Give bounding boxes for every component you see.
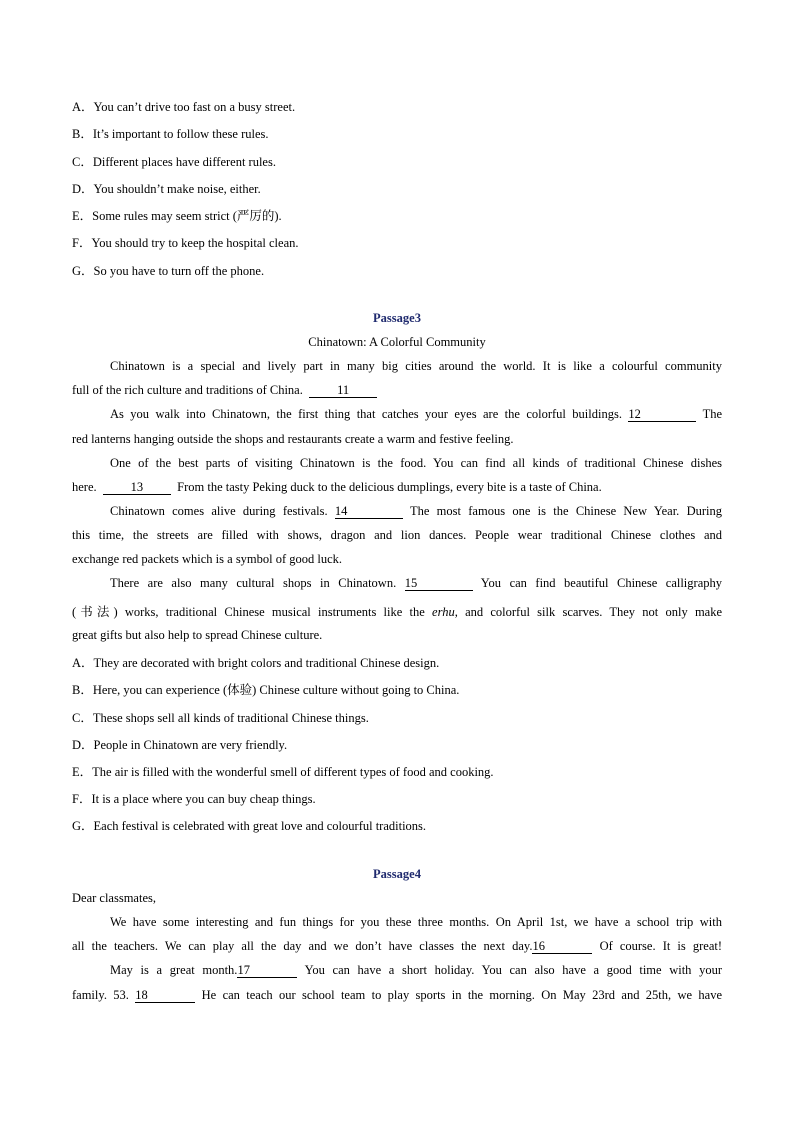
passage3-p2-end: The: [702, 407, 722, 421]
passage3-p4-line2: this time, the streets are filled with shows, dragon and lion dances. People wear traditional Chinese clothes and: [72, 528, 722, 542]
blank-18: 18: [135, 989, 195, 1003]
passage4-p2b-pre: family. 53.: [72, 988, 129, 1002]
passage2-option-e: E．Some rules may seem strict (严厉的).: [72, 209, 282, 223]
blank-14: 14: [335, 505, 403, 519]
passage3-title: Chinatown: A Colorful Community: [308, 335, 486, 349]
passage4-p1-line1: We have some interesting and fun things for you these three months. On April 1st, we have a school trip with: [110, 915, 722, 929]
passage3-p5-line3: great gifts but also help to spread Chinese culture.: [72, 628, 323, 642]
passage3-p3-pre: here.: [72, 480, 97, 494]
blank-15: 15: [405, 577, 473, 591]
blank-11: 11: [309, 384, 377, 398]
passage2-option-d: D．You shouldn’t make noise, either.: [72, 182, 261, 196]
passage4-p2-line1: [72, 963, 722, 978]
passage3-p4-pre: Chinatown comes alive during festivals.: [110, 504, 328, 518]
passage3-p4-post: The most famous one is the Chinese New Year. During: [409, 504, 722, 518]
passage4-greeting: Dear classmates,: [72, 891, 156, 905]
passage3-p5-post: You can find beautiful Chinese calligraphy: [480, 576, 722, 590]
passage3-p3-line1: One of the best parts of visiting Chinatown is the food. You can find all kinds of traditional Chinese dishes: [110, 456, 722, 470]
passage2-option-f: F．You should try to keep the hospital clean.: [72, 236, 299, 250]
passage4-p2b-post: He can teach our school team to play sports in the morning. On May 23rd and 25th, we have: [201, 988, 723, 1002]
passage3-option-g: G．Each festival is celebrated with great love and colourful traditions.: [72, 819, 427, 833]
passage4-p1-pre: all the teachers. We can play all the day and we don’t have classes the next day.: [72, 939, 533, 953]
blank-12: 12: [628, 408, 696, 422]
passage4-p1-line2: [72, 939, 722, 954]
passage4-p2-line2: [72, 988, 722, 1003]
passage3-p2-line1: [72, 407, 722, 422]
passage3-option-e: E．The air is filled with the wonderful smell of different types of food and cooking.: [72, 765, 494, 779]
passage3-p1-text: full of the rich culture and traditions of China.: [72, 383, 303, 397]
passage3-p2-text: As you walk into Chinatown, the first thing that catches your eyes are the colorful buildings.: [110, 407, 622, 421]
passage3-p5-line2-post: , and colorful silk scarves. They not only make: [454, 605, 723, 619]
passage4-p1-post: Of course. It is great!: [599, 939, 723, 953]
passage3-label: Passage3: [373, 311, 421, 325]
passage3-p1-line2: [72, 383, 722, 398]
passage3-p4-line3: exchange red packets which is a symbol of good luck.: [72, 552, 343, 566]
passage2-option-b: B．It’s important to follow these rules.: [72, 127, 269, 141]
passage3-p4-line1: [72, 504, 722, 519]
passage3-erhu: erhu: [432, 605, 455, 619]
passage3-option-a: A．They are decorated with bright colors and traditional Chinese design.: [72, 656, 440, 670]
passage3-p5-line2: [72, 602, 722, 620]
passage3-option-f: F．It is a place where you can buy cheap things.: [72, 792, 316, 806]
passage3-p1-line1: Chinatown is a special and lively part in many big cities around the world. It is like a colourful community: [110, 359, 722, 373]
passage3-option-d: D．People in Chinatown are very friendly.: [72, 738, 288, 752]
passage3-p5-line1: [72, 576, 722, 591]
blank-16: 16: [532, 940, 592, 954]
blank-13: 13: [103, 481, 171, 495]
passage3-p5-pre: There are also many cultural shops in Chinatown.: [110, 576, 397, 590]
passage4-p2-pre: May is a great month.: [110, 963, 238, 977]
passage2-option-a: A．You can’t drive too fast on a busy street.: [72, 100, 296, 114]
passage4-label: Passage4: [373, 867, 421, 881]
passage3-option-c: C．These shops sell all kinds of traditional Chinese things.: [72, 711, 369, 725]
passage2-option-g: G．So you have to turn off the phone.: [72, 264, 265, 278]
passage3-p3-post: From the tasty Peking duck to the delicious dumplings, every bite is a taste of China.: [177, 480, 602, 494]
passage3-p5-line2-pre: (书法) works, traditional Chinese musical instruments like the: [72, 605, 425, 619]
blank-17: 17: [237, 964, 297, 978]
passage3-p2-line2: red lanterns hanging outside the shops and restaurants create a warm and festive feeling.: [72, 432, 514, 446]
passage3-p3-line2: [72, 480, 722, 495]
passage4-p2-post: You can have a short holiday. You can also have a good time with your: [304, 963, 722, 977]
passage2-option-c: C．Different places have different rules.: [72, 155, 276, 169]
passage3-option-b: B．Here, you can experience (体验) Chinese culture without going to China.: [72, 683, 460, 697]
